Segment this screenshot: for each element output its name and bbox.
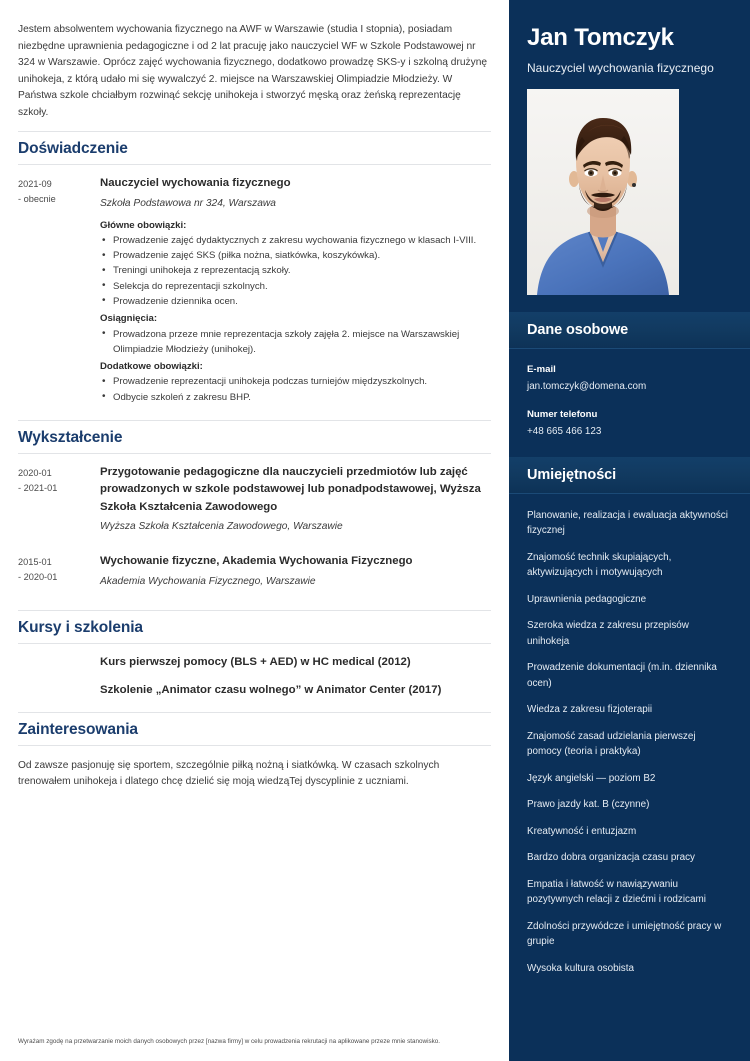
list-item: Wysoka kultura osobista xyxy=(527,962,634,974)
list-item: Znajomość technik skupiających, aktywizujących i motywujących xyxy=(527,551,672,578)
extra-duties-group-label: Dodatkowe obowiązki: xyxy=(100,360,203,372)
extra-duties-list xyxy=(100,374,491,404)
section-title-experience: Doświadczenie xyxy=(18,140,128,157)
education-entries xyxy=(18,464,491,596)
section-title-interests: Zainteresowania xyxy=(18,720,138,738)
entry-date-range xyxy=(18,682,100,700)
duty-list-main xyxy=(100,233,491,309)
section-header-experience xyxy=(18,131,491,165)
field-label: E-mail xyxy=(527,363,556,375)
education-entry xyxy=(18,464,491,542)
section-courses xyxy=(18,610,491,700)
list-item: Prowadzenie dokumentacji (m.in. dziennika ocen) xyxy=(527,662,717,689)
cv-sidebar xyxy=(509,0,750,1061)
entry-body xyxy=(100,553,491,596)
duty-group-label: Główne obowiązki: xyxy=(100,219,187,231)
list-item: • Treningi unihokeja z reprezentacją szkoły. xyxy=(100,263,491,278)
list-item: Znajomość zasad udzielania pierwszej pomocy (teoria i praktyka) xyxy=(527,730,696,757)
skills-list xyxy=(527,508,732,977)
list-item: Szeroka wiedza z zakresu przepisów unihokeja xyxy=(527,620,689,647)
date-start: 2020-01 xyxy=(18,467,52,478)
section-education xyxy=(18,420,491,596)
achievements-list xyxy=(100,327,491,357)
course-title: Kurs pierwszej pomocy (BLS + AED) w HC medical (2012) xyxy=(100,655,411,668)
list-item: Język angielski — poziom B2 xyxy=(527,772,656,784)
field-phone xyxy=(527,407,732,439)
list-item: • Prowadzenie reprezentacji unihokeja podczas turniejów międzyszkolnych. xyxy=(100,374,491,389)
section-title-personal-data: Dane osobowe xyxy=(527,321,629,338)
education-organization: Akademia Wychowania Fizycznego, Warszawie xyxy=(100,575,316,587)
date-end: - 2021-01 xyxy=(18,482,58,493)
education-entry xyxy=(18,553,491,596)
entry-date-range xyxy=(18,175,100,406)
profile-summary: Jestem absolwentem wychowania fizycznego na AWF w Warszawie (studia I stopnia), posiadam niezbędne uprawnienia pedagogiczne i od 2 lat pracuję jako nauczyciel WF w Szkole Podstawowej nr 324 w Warszawie. Oprócz zajęć wychowania fizycznego, dodatkowo prowadzę SKS-y i szkolną drużynę unihokeja, z którą udało mi się wywalczyć 2. miejsce na Warszawskiej Olimpiadzie Młodzieży. W Państwa szkole chciałbym rozwinąć sekcję unihokeja i stworzyć męską oraz żeńską reprezentację szkoły. xyxy=(18,24,488,118)
section-header-interests xyxy=(18,712,491,746)
experience-entry xyxy=(18,175,491,406)
field-label: Numer telefonu xyxy=(527,408,598,420)
entry-body xyxy=(100,464,491,542)
date-start: 2015-01 xyxy=(18,557,52,568)
achievements-group-label: Osiągnięcia: xyxy=(100,313,158,325)
section-experience xyxy=(18,131,491,406)
list-item: Uprawnienia pedagogiczne xyxy=(527,593,647,605)
candidate-name: Jan Tomczyk xyxy=(527,24,674,51)
course-entries xyxy=(18,654,491,700)
experience-entries xyxy=(18,175,491,406)
list-item: • Selekcja do reprezentacji szkolnych. xyxy=(100,279,491,294)
section-title-education: Wykształcenie xyxy=(18,428,123,446)
list-item: Prawo jazdy kat. B (czynne) xyxy=(527,799,650,810)
job-organization: Szkoła Podstawowa nr 324, Warszawa xyxy=(100,197,276,209)
course-entry xyxy=(18,654,491,672)
list-item: • Prowadzenie zajęć SKS (piłka nożna, siatkówka, koszykówka). xyxy=(100,248,491,263)
entry-body xyxy=(100,175,491,406)
section-header-education xyxy=(18,420,491,454)
list-item: Wiedza z zakresu fizjoterapii xyxy=(527,704,653,715)
section-header-skills xyxy=(509,457,750,494)
field-value[interactable]: jan.tomczyk@domena.com xyxy=(527,380,647,392)
education-title: Przygotowanie pedagogiczne dla nauczycieli przedmiotów lub zajęć prowadzonych w szkole podstawowej lub ponadpodstawowej, Wyższa Szkoła Kształcenia Zawodowego xyxy=(100,465,481,513)
candidate-photo xyxy=(527,89,679,295)
list-item: • Prowadzenie dziennika ocen. xyxy=(100,294,491,309)
field-value[interactable]: +48 665 466 123 xyxy=(527,425,602,437)
gdpr-consent-text: Wyrażam zgodę na przetwarzanie moich danych osobowych przez [nazwa firmy] w celu prowadzenia rekrutacji na aplikowane przeze mnie stanowisko. xyxy=(18,1038,441,1045)
field-email xyxy=(527,362,732,394)
course-entry xyxy=(18,682,491,700)
section-header-personal-data xyxy=(509,312,750,349)
entry-body xyxy=(100,682,491,700)
education-organization: Wyższa Szkoła Kształcenia Zawodowego, Warszawie xyxy=(100,521,343,533)
entry-date-range xyxy=(18,464,100,542)
entry-date-range xyxy=(18,654,100,672)
list-item: Zdolności przywódcze i umiejętność pracy w grupie xyxy=(527,920,722,947)
personal-data-fields xyxy=(527,362,732,439)
section-interests xyxy=(18,712,491,791)
date-end: - 2020-01 xyxy=(18,572,58,583)
section-header-courses xyxy=(18,610,491,644)
entry-date-range xyxy=(18,553,100,596)
date-start: 2021-09 xyxy=(18,179,52,189)
list-item: Empatia i łatwość w nawiązywaniu pozytywnych relacji z dziećmi i rodzicami xyxy=(527,878,706,905)
entry-body xyxy=(100,654,491,672)
list-item: Bardzo dobra organizacja czasu pracy xyxy=(527,852,695,863)
list-item: Planowanie, realizacja i ewaluacja aktywności fizycznej xyxy=(527,509,728,536)
education-title: Wychowanie fizyczne, Akademia Wychowania Fizycznego xyxy=(100,555,413,568)
list-item: • Prowadzona przeze mnie reprezentacja szkoły zajęła 2. miejsce na Warszawskiej Olimpiadzie Młodzieży (unihokej). xyxy=(100,327,491,357)
list-item: Kreatywność i entuzjazm xyxy=(527,825,637,837)
list-item: • Prowadzenie zajęć dydaktycznych z zakresu wychowania fizycznego w klasach I-VIII. xyxy=(100,233,491,248)
list-item: • Odbycie szkoleń z zakresu BHP. xyxy=(100,390,491,405)
candidate-role: Nauczyciel wychowania fizycznego xyxy=(527,61,714,75)
section-title-courses: Kursy i szkolenia xyxy=(18,618,143,636)
course-title: Szkolenie „Animator czasu wolnego” w Animator Center (2017) xyxy=(100,684,442,697)
section-title-skills: Umiejętności xyxy=(527,466,617,483)
job-title: Nauczyciel wychowania fizycznego xyxy=(100,177,291,189)
date-end: - obecnie xyxy=(18,194,56,204)
interests-text: Od zawsze pasjonuję się sportem, szczególnie piłką nożną i siatkówką. W czasach szkolnych trenowałem unihokeja i dlatego chcę dzielić się moją wiedząTej dyscyplinie z uczniami. xyxy=(18,759,440,788)
